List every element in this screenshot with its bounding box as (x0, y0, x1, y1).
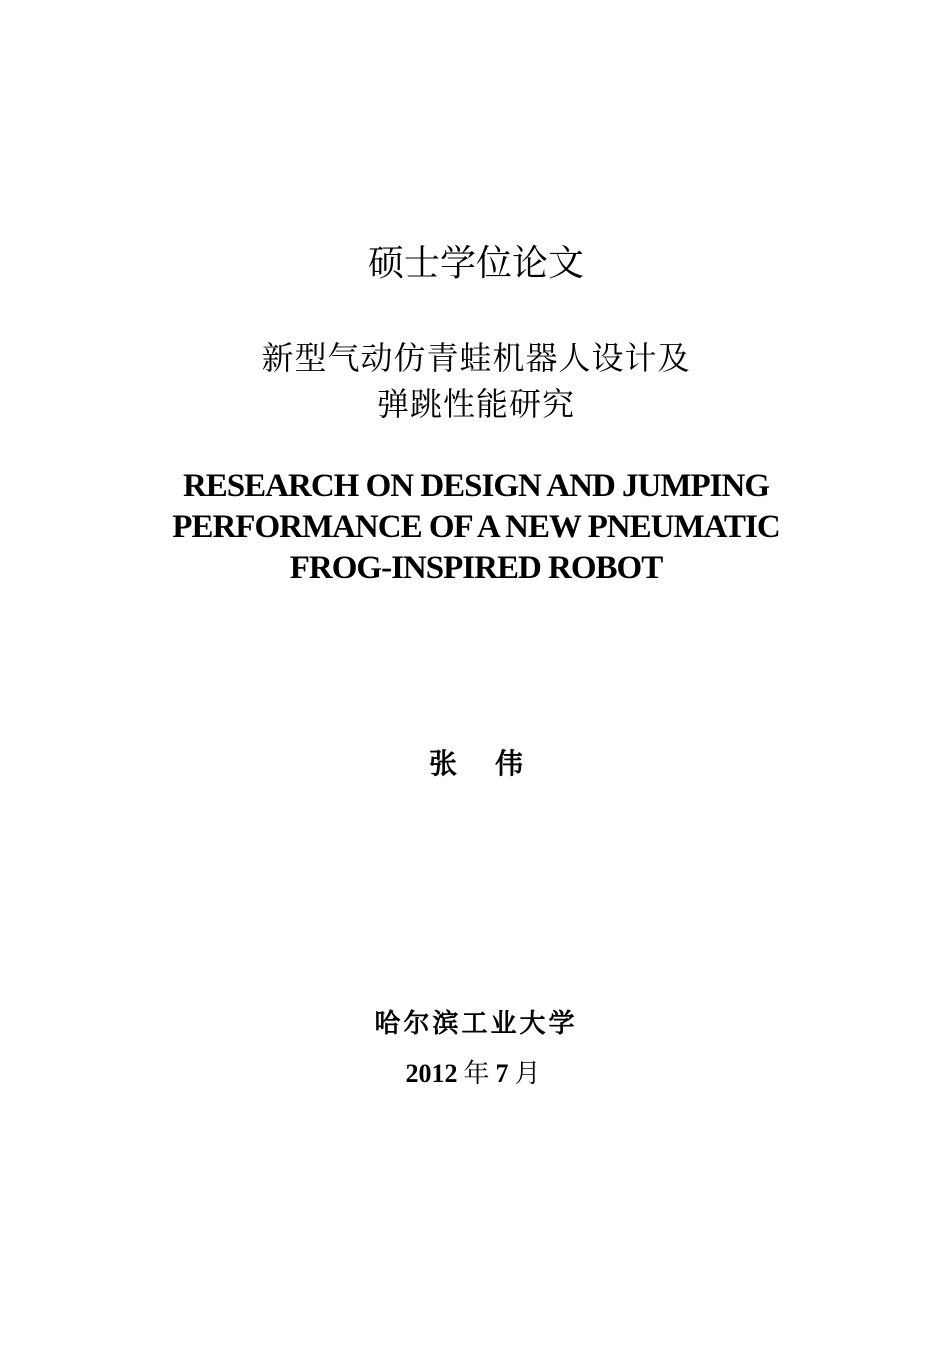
english-title-line-3: FROG-INSPIRED ROBOT (289, 550, 663, 586)
degree-type: 硕士学位论文 (367, 243, 584, 284)
submission-date (0, 1054, 952, 1094)
author-surname: 张 (428, 747, 457, 780)
chinese-title-line-2: 弹跳性能研究 (376, 385, 575, 423)
author-name (0, 744, 952, 784)
date-year: 2012 (405, 1059, 458, 1088)
author-given-name: 伟 (495, 747, 524, 780)
date-month-unit: 月 (514, 1059, 541, 1089)
chinese-title-line-1: 新型气动仿青蛙机器人设计及 (261, 339, 691, 377)
date-month: 7 (495, 1059, 509, 1088)
english-title-line-2: PERFORMANCE OF A NEW PNEUMATIC (172, 509, 780, 545)
english-title-line-1: RESEARCH ON DESIGN AND JUMPING (182, 468, 770, 504)
university-name: 哈尔滨工业大学 (374, 1009, 578, 1039)
date-year-unit: 年 (463, 1059, 490, 1089)
